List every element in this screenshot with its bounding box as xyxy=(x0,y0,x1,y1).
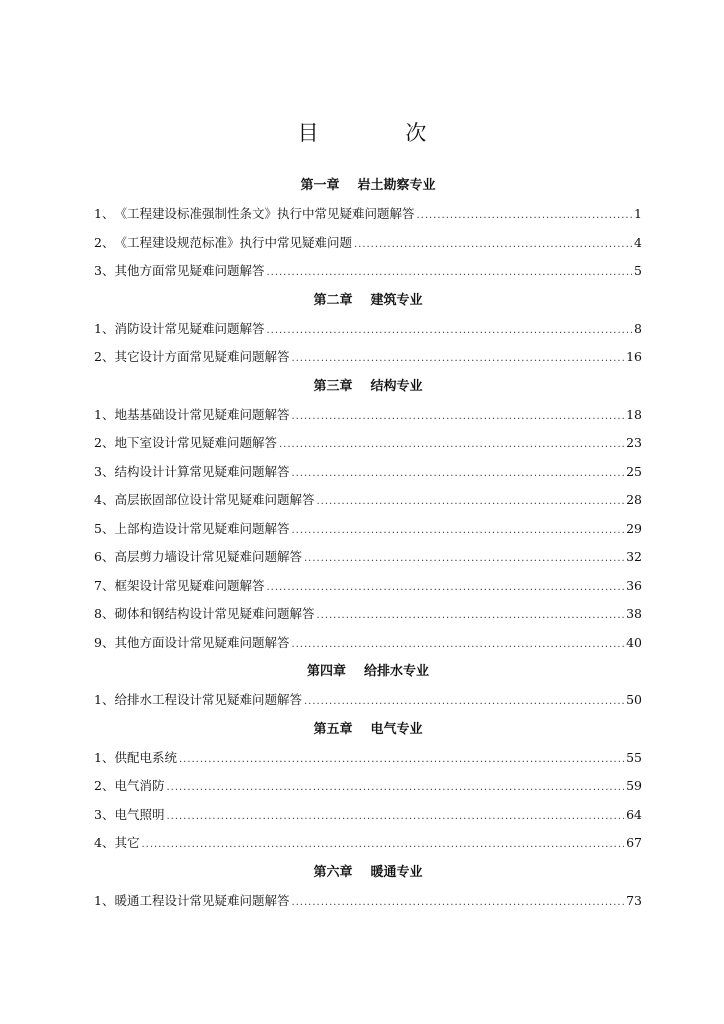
toc-entry[interactable] xyxy=(94,686,642,715)
chapter-number: 第一章 xyxy=(300,178,340,193)
chapter-name: 结构专业 xyxy=(370,378,423,394)
entry-number: 1、 xyxy=(94,692,115,707)
entry-title: 其它 xyxy=(114,835,140,850)
entry-page-number: 18 xyxy=(626,406,642,422)
entry-number: 4、 xyxy=(94,492,115,507)
entry-number: 3、 xyxy=(94,263,115,278)
toc-entry[interactable] xyxy=(94,629,642,658)
dot-leader xyxy=(354,231,632,260)
dot-leader xyxy=(266,259,632,288)
entry-page-number: 59 xyxy=(626,778,642,793)
toc-entry[interactable] xyxy=(94,829,642,858)
entry-title: 供配电系统 xyxy=(114,749,177,765)
dot-leader xyxy=(291,403,624,432)
entry-number: 1、 xyxy=(94,406,115,422)
entry-number: 2、 xyxy=(94,349,115,364)
dot-leader xyxy=(416,202,632,231)
entry-title: 高层嵌固部位设计常见疑难问题解答 xyxy=(114,492,315,507)
dot-leader xyxy=(166,803,624,832)
toc-entry[interactable] xyxy=(94,486,642,515)
entry-title: 暖通工程设计常见疑难问题解答 xyxy=(114,892,290,908)
dot-leader xyxy=(266,574,624,603)
entry-number: 4、 xyxy=(94,835,115,850)
dot-leader xyxy=(304,688,624,717)
chapter-heading xyxy=(94,715,642,744)
entry-title: 上部构造设计常见疑难问题解答 xyxy=(114,520,290,536)
chapter-number: 第五章 xyxy=(313,721,353,737)
entry-title: 结构设计计算常见疑难问题解答 xyxy=(114,463,290,479)
toc-entry[interactable] xyxy=(94,572,642,601)
entry-title: 其它设计方面常见疑难问题解答 xyxy=(114,349,290,364)
page-title: 目 次 xyxy=(297,121,467,145)
toc-entry[interactable] xyxy=(94,429,642,458)
chapter-number: 第二章 xyxy=(313,292,353,308)
entry-page-number: 50 xyxy=(626,692,642,707)
chapter-number: 第六章 xyxy=(313,864,353,880)
entry-page-number: 67 xyxy=(626,835,642,850)
entry-number: 8、 xyxy=(94,606,115,621)
entry-number: 9、 xyxy=(94,634,115,650)
chapter-heading xyxy=(94,858,642,887)
entry-title: 其他方面常见疑难问题解答 xyxy=(114,263,265,278)
dot-leader xyxy=(291,517,624,546)
entry-page-number: 16 xyxy=(626,349,642,364)
entry-title: 高层剪力墙设计常见疑难问题解答 xyxy=(114,549,302,564)
dot-leader xyxy=(279,431,624,460)
chapter-name: 建筑专业 xyxy=(370,292,423,308)
entry-page-number: 5 xyxy=(634,263,642,278)
entry-page-number: 29 xyxy=(626,520,642,536)
toc-entry[interactable] xyxy=(94,315,642,344)
entry-title: 砌体和钢结构设计常见疑难问题解答 xyxy=(114,606,315,621)
chapter-heading xyxy=(94,286,642,315)
entry-title: 其他方面设计常见疑难问题解答 xyxy=(114,634,290,650)
dot-leader xyxy=(166,774,624,803)
toc-entry[interactable] xyxy=(94,200,642,229)
entry-title: 消防设计常见疑难问题解答 xyxy=(114,320,265,336)
entry-number: 1、 xyxy=(94,749,115,765)
entry-page-number: 28 xyxy=(626,492,642,507)
toc-entry[interactable] xyxy=(94,229,642,258)
toc-entry[interactable] xyxy=(94,772,642,801)
chapter-name: 电气专业 xyxy=(370,721,423,737)
entry-title: 给排水工程设计常见疑难问题解答 xyxy=(114,692,302,707)
entry-number: 3、 xyxy=(94,806,115,822)
entry-number: 5、 xyxy=(94,520,115,536)
toc-entry[interactable] xyxy=(94,458,642,487)
entry-number: 2、 xyxy=(94,778,115,793)
entry-number: 1、 xyxy=(94,892,115,908)
chapter-name: 岩土勘察专业 xyxy=(357,178,436,193)
chapter-heading xyxy=(94,372,642,401)
entry-number: 6、 xyxy=(94,549,115,564)
chapter-heading xyxy=(94,657,642,686)
entry-page-number: 25 xyxy=(626,463,642,479)
chapter-name: 给排水专业 xyxy=(364,664,430,679)
entry-number: 3、 xyxy=(94,463,115,479)
entry-title: 《工程建设规范标准》执行中常见疑难问题 xyxy=(114,234,352,250)
toc-entry[interactable] xyxy=(94,600,642,629)
entry-page-number: 1 xyxy=(634,206,642,221)
entry-page-number: 32 xyxy=(626,549,642,564)
entry-number: 1、 xyxy=(94,320,115,336)
dot-leader xyxy=(291,345,624,374)
toc-entry[interactable] xyxy=(94,401,642,430)
entry-number: 2、 xyxy=(94,435,115,450)
entry-title: 地基基础设计常见疑难问题解答 xyxy=(114,406,290,422)
entry-title: 《工程建设标准强制性条文》执行中常见疑难问题解答 xyxy=(114,206,415,221)
dot-leader xyxy=(316,602,624,631)
dot-leader xyxy=(304,545,624,574)
table-of-contents xyxy=(94,171,642,915)
entry-page-number: 55 xyxy=(626,749,642,765)
entry-page-number: 40 xyxy=(626,634,642,650)
dot-leader xyxy=(291,631,624,660)
toc-entry[interactable] xyxy=(94,515,642,544)
entry-number: 2、 xyxy=(94,234,115,250)
entry-page-number: 36 xyxy=(626,577,642,593)
entry-page-number: 8 xyxy=(634,320,642,336)
chapter-number: 第四章 xyxy=(306,664,346,679)
toc-entry[interactable] xyxy=(94,744,642,773)
chapter-number: 第三章 xyxy=(313,378,353,394)
entry-title: 地下室设计常见疑难问题解答 xyxy=(114,435,277,450)
dot-leader xyxy=(141,831,624,860)
entry-page-number: 64 xyxy=(626,806,642,822)
entry-title: 框架设计常见疑难问题解答 xyxy=(114,577,265,593)
chapter-heading xyxy=(94,171,642,200)
toc-entry[interactable] xyxy=(94,543,642,572)
entry-page-number: 23 xyxy=(626,435,642,450)
toc-entry[interactable] xyxy=(94,257,642,286)
dot-leader xyxy=(179,746,624,775)
dot-leader xyxy=(316,488,624,517)
entry-page-number: 38 xyxy=(626,606,642,621)
entry-page-number: 73 xyxy=(626,892,642,908)
entry-number: 7、 xyxy=(94,577,115,593)
entry-page-number: 4 xyxy=(634,234,642,250)
dot-leader xyxy=(291,460,624,489)
toc-entry[interactable] xyxy=(94,801,642,830)
dot-leader xyxy=(266,317,632,346)
dot-leader xyxy=(291,889,624,918)
entry-number: 1、 xyxy=(94,206,115,221)
toc-entry[interactable] xyxy=(94,343,642,372)
entry-title: 电气消防 xyxy=(114,778,165,793)
chapter-name: 暖通专业 xyxy=(370,864,423,880)
toc-entry[interactable] xyxy=(94,887,642,916)
entry-title: 电气照明 xyxy=(114,806,165,822)
